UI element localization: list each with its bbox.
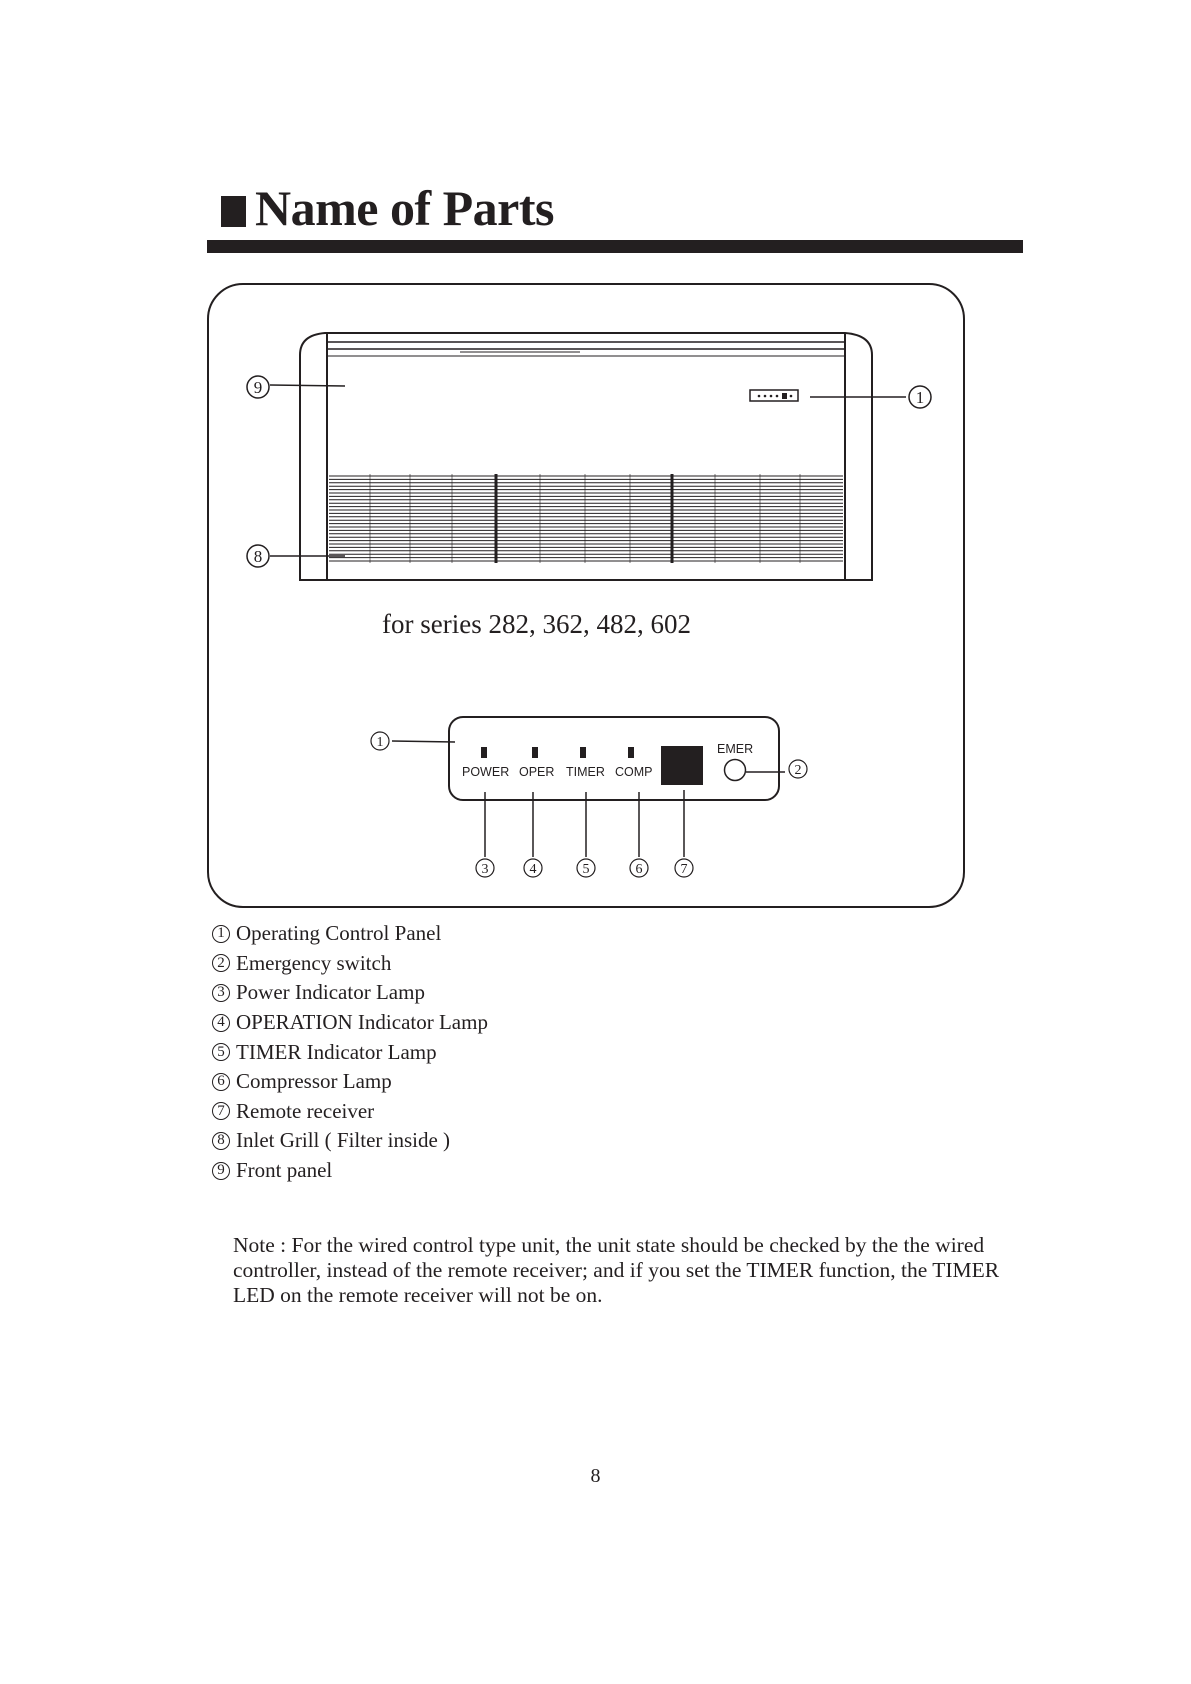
callout-8-label: 8 xyxy=(253,547,263,566)
legend-item xyxy=(212,1008,488,1038)
callout-1-top-label: 1 xyxy=(915,388,925,407)
lamp-label-oper: OPER xyxy=(519,765,555,779)
lamp-timer xyxy=(580,747,586,758)
inlet-grill xyxy=(329,474,843,563)
note-paragraph: Note : For the wired control type unit, the unit state should be checked by the the wired controller, instead of the remote receiver; and if you set the TIMER function, the TIMER LED on the remote receiver will not be on. xyxy=(233,1233,1000,1307)
leader-9 xyxy=(270,385,345,386)
legend-label: OPERATION Indicator Lamp xyxy=(236,1010,488,1035)
legend-label: Power Indicator Lamp xyxy=(236,980,425,1005)
legend-item xyxy=(212,949,488,979)
legend-number: 6 xyxy=(212,1073,230,1091)
legend-item xyxy=(212,1097,488,1127)
series-caption: for series 282, 362, 482, 602 xyxy=(382,609,691,639)
lamp-label-power: POWER xyxy=(462,765,510,779)
legend-label: Compressor Lamp xyxy=(236,1069,392,1094)
grill-dividers xyxy=(496,474,672,563)
legend-number: 3 xyxy=(212,984,230,1002)
remote-receiver-window xyxy=(661,746,703,785)
control-panel-outline xyxy=(449,717,779,800)
emer-label: EMER xyxy=(717,742,754,756)
callout-5-label: 5 xyxy=(582,862,590,877)
receiver-dots xyxy=(758,393,793,399)
callout-1-panel-label: 1 xyxy=(376,735,384,750)
legend-label: Remote receiver xyxy=(236,1098,375,1123)
legend-item xyxy=(212,1037,488,1067)
lamp-label-comp: COMP xyxy=(615,765,653,779)
legend-label: Emergency switch xyxy=(236,950,392,975)
page-number: 8 xyxy=(590,1465,601,1487)
callout-7-label: 7 xyxy=(680,862,688,877)
legend-number: 1 xyxy=(212,925,230,943)
callout-3-label: 3 xyxy=(481,862,489,877)
legend-label: Operating Control Panel xyxy=(236,921,442,946)
legend-number: 8 xyxy=(212,1132,230,1150)
legend-number: 5 xyxy=(212,1043,230,1061)
page-title: Name of Parts xyxy=(255,180,554,236)
unit-body-outline xyxy=(300,333,872,580)
legend-number: 7 xyxy=(212,1102,230,1120)
legend-item xyxy=(212,978,488,1008)
legend-item xyxy=(212,919,488,949)
callout-9-label: 9 xyxy=(253,378,263,397)
emer-switch xyxy=(725,760,746,781)
callout-2-label: 2 xyxy=(794,763,802,778)
legend-item xyxy=(212,1156,488,1186)
parts-legend xyxy=(212,919,488,1185)
legend-item xyxy=(212,1126,488,1156)
legend-label: Front panel xyxy=(236,1158,333,1183)
lamp-comp xyxy=(628,747,634,758)
legend-label: TIMER Indicator Lamp xyxy=(236,1039,437,1064)
legend-number: 9 xyxy=(212,1162,230,1180)
legend-number: 4 xyxy=(212,1014,230,1032)
lamp-label-timer: TIMER xyxy=(566,765,605,779)
legend-label: Inlet Grill ( Filter inside ) xyxy=(236,1128,451,1153)
legend-item xyxy=(212,1067,488,1097)
callout-4-label: 4 xyxy=(529,862,537,877)
lamp-power xyxy=(481,747,487,758)
legend-number: 2 xyxy=(212,954,230,972)
lamp-oper xyxy=(532,747,538,758)
callout-6-label: 6 xyxy=(635,862,643,877)
leader-1-panel xyxy=(392,741,455,742)
